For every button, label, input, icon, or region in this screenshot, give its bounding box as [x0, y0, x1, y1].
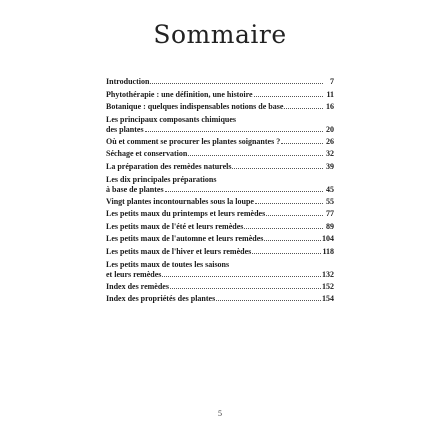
toc-entry-label: Les petits maux de l'automne et leurs remèdes	[106, 234, 264, 244]
leader-dots	[188, 154, 323, 156]
toc-entry-label: Index des propriétés des plantes	[106, 294, 216, 304]
toc-entry-label: Les dix principales préparations	[106, 174, 217, 184]
toc-entry-page: 154	[322, 294, 334, 304]
toc-entry-page: 7	[330, 77, 334, 86]
leader-dots	[150, 82, 323, 84]
toc-entry-label: Vingt plantes incontournables sous la loupe	[106, 196, 254, 206]
toc-entry[interactable]	[106, 116, 334, 138]
leader-dots	[216, 299, 321, 301]
toc-entry-page: 45	[326, 184, 334, 194]
toc-entry[interactable]	[106, 295, 334, 308]
toc-entry-label: Phytothérapie : une définition, une histoire	[106, 89, 253, 99]
leader-dots	[264, 239, 321, 241]
toc-entry-page: 26	[326, 136, 334, 146]
toc-entry-page: 16	[326, 102, 334, 112]
toc-entry-label-continued: et leurs remèdes	[106, 269, 162, 279]
toc-entry-page: 11	[326, 89, 334, 99]
page-title: Sommaire	[153, 20, 287, 49]
toc-entry-label: Les petits maux du printemps et leurs remèdes	[106, 209, 266, 219]
toc-entry-page: 104	[322, 234, 334, 244]
leader-dots	[244, 227, 323, 229]
toc-entry-page: 152	[322, 281, 334, 291]
toc-entry-label: Introduction	[106, 77, 150, 86]
leader-dots	[284, 107, 323, 109]
leader-dots	[145, 130, 323, 132]
toc-entry-label: Séchage et conservation	[106, 149, 188, 159]
leader-dots	[255, 202, 323, 204]
toc-entry-label-continued: à base de plantes	[106, 184, 164, 194]
leader-dots	[281, 142, 323, 144]
leader-dots	[232, 167, 323, 169]
toc-entry-label: Index des remèdes	[106, 281, 169, 291]
page-number: 5	[218, 409, 222, 418]
toc-entry-page: 132	[322, 269, 334, 279]
toc-entry-page: 89	[326, 221, 334, 231]
leader-dots	[165, 190, 323, 192]
leader-dots	[266, 214, 323, 216]
toc-entry[interactable]	[106, 210, 334, 223]
leader-dots	[252, 252, 321, 254]
leader-dots	[170, 287, 321, 289]
leader-dots	[162, 275, 321, 277]
toc-entry-label: Les petits maux de l'hiver et leurs remèdes	[106, 246, 252, 256]
toc-entry-label: Les petits maux de l'été et leurs remèdes	[106, 221, 244, 231]
toc-entry[interactable]	[106, 78, 334, 91]
toc-entry-label: La préparation des remèdes naturels	[106, 161, 232, 171]
toc-entry-label: Les principaux composants chimiques	[106, 114, 237, 124]
toc-entry-label: Les petits maux de toutes les saisons	[106, 259, 230, 269]
toc-entry-page: 32	[326, 149, 334, 159]
table-of-contents	[106, 78, 334, 308]
toc-entry-label: Botanique : quelques indispensables notions de base	[106, 102, 284, 112]
toc-entry[interactable]	[106, 261, 334, 283]
toc-entry-page: 39	[326, 161, 334, 171]
leader-dots	[254, 95, 323, 97]
toc-entry-label: Où et comment se procurer les plantes soignantes ?	[106, 136, 281, 146]
toc-entry-page: 55	[326, 196, 334, 206]
toc-entry-page: 20	[326, 124, 334, 134]
toc-entry-page: 77	[326, 209, 334, 219]
toc-entry-page: 118	[322, 246, 334, 256]
toc-entry[interactable]	[106, 176, 334, 198]
toc-entry-label-continued: des plantes	[106, 124, 144, 134]
